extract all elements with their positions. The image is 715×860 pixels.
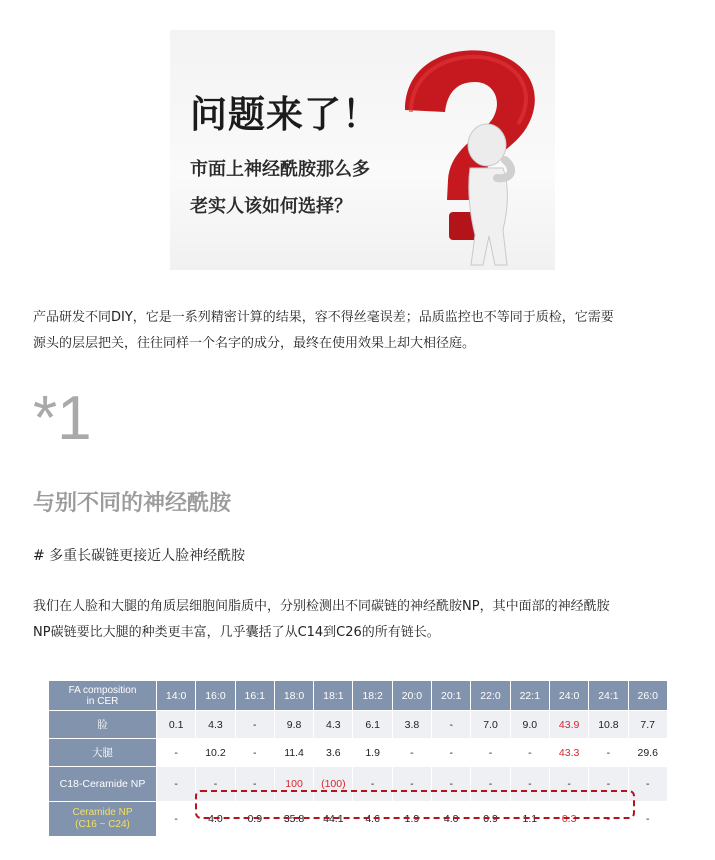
intro-paragraph-line2: 源头的层层把关，往往同样一个名字的成分，最终在使用效果上却大相径庭。 xyxy=(33,336,476,351)
table-cell: 100 xyxy=(274,767,313,802)
table-cell: 43.3 xyxy=(549,739,588,767)
table-cell: - xyxy=(157,767,196,802)
column-header: 26:0 xyxy=(628,681,667,711)
table-cell: 4.0 xyxy=(196,802,235,837)
corner-label-line1: FA composition xyxy=(68,684,137,696)
column-header: 24:0 xyxy=(549,681,588,711)
row-label: C18-Ceramide NP xyxy=(49,767,157,802)
table-cell: (100) xyxy=(314,767,353,802)
table-cell: 3.6 xyxy=(314,739,353,767)
row-label: 脸 xyxy=(49,711,157,739)
column-header: 14:0 xyxy=(157,681,196,711)
table-cell: 1.9 xyxy=(392,802,431,837)
fa-composition-table xyxy=(48,680,667,837)
section-body-line1: 我们在人脸和大腿的角质层细胞间脂质中，分别检测出不同碳链的神经酰胺NP，其中面部的神经酰胺 xyxy=(33,599,610,614)
table-cell: 4.0 xyxy=(432,802,471,837)
table-cell: - xyxy=(235,739,274,767)
section-title: 与别不同的神经酰胺 xyxy=(33,491,232,516)
row-label-line1: Ceramide NP xyxy=(72,807,133,818)
column-header: 18:1 xyxy=(314,681,353,711)
corner-label-line2: in CER xyxy=(86,695,119,707)
table-cell: 3.8 xyxy=(392,711,431,739)
table-cell: 4.3 xyxy=(314,711,353,739)
table-cell: 0.9 xyxy=(235,802,274,837)
column-header: 16:1 xyxy=(235,681,274,711)
table-cell: - xyxy=(392,739,431,767)
table-cell: - xyxy=(471,739,510,767)
table-cell: 29.6 xyxy=(628,739,667,767)
table-cell: 1.9 xyxy=(353,739,392,767)
table-row xyxy=(49,739,668,767)
section-body-line2: NP碳链要比大腿的种类更丰富，几乎囊括了从C14到C26的所有链长。 xyxy=(33,625,440,640)
row-label-line2: (C16 ~ C24) xyxy=(75,819,130,830)
column-header: 16:0 xyxy=(196,681,235,711)
table-cell: - xyxy=(589,739,628,767)
table-cell: 7.0 xyxy=(471,711,510,739)
table-row xyxy=(49,711,668,739)
table-cell: 43.9 xyxy=(549,711,588,739)
table-cell: 0.3 xyxy=(549,802,588,837)
column-header: 24:1 xyxy=(589,681,628,711)
table-cell: 0.9 xyxy=(471,802,510,837)
intro-paragraph-line1: 产品研发不同DIY，它是一系列精密计算的结果，容不得丝毫误差；品质监控也不等同于质检，它需要 xyxy=(33,310,614,325)
table-cell: - xyxy=(510,739,549,767)
table-cell: - xyxy=(235,711,274,739)
table-cell: - xyxy=(157,739,196,767)
table-cell: - xyxy=(432,739,471,767)
table-cell: - xyxy=(432,711,471,739)
table-cell: 9.8 xyxy=(274,711,313,739)
table-cell: - xyxy=(471,767,510,802)
section-subtitle: # 多重长碳链更接近人脸神经酰胺 xyxy=(33,548,246,564)
table-cell: 9.0 xyxy=(510,711,549,739)
table-cell: 35.8 xyxy=(274,802,313,837)
table-cell: 6.1 xyxy=(353,711,392,739)
table-cell: - xyxy=(628,802,667,837)
table-corner-header xyxy=(49,681,157,711)
table-cell: - xyxy=(235,767,274,802)
table-cell: 10.8 xyxy=(589,711,628,739)
table-cell: - xyxy=(510,767,549,802)
section-number: *1 xyxy=(33,384,92,453)
column-header: 18:0 xyxy=(274,681,313,711)
table-cell: - xyxy=(196,767,235,802)
column-header: 18:2 xyxy=(353,681,392,711)
table-cell: - xyxy=(157,802,196,837)
table-cell: - xyxy=(392,767,431,802)
column-header: 20:0 xyxy=(392,681,431,711)
hero-title: 问题来了！ xyxy=(190,93,380,136)
hero-subtitle-line2: 老实人该如何选择？ xyxy=(190,196,352,217)
highlight-dashed-box xyxy=(195,790,635,819)
table-cell: 4.3 xyxy=(196,711,235,739)
table-cell: - xyxy=(589,802,628,837)
hero-subtitle-line1: 市面上神经酰胺那么多 xyxy=(190,159,370,180)
column-header: 22:0 xyxy=(471,681,510,711)
column-header: 22:1 xyxy=(510,681,549,711)
table-cell: - xyxy=(628,767,667,802)
table-cell: - xyxy=(549,767,588,802)
column-header: 20:1 xyxy=(432,681,471,711)
table-cell: 44.1 xyxy=(314,802,353,837)
table-cell: 10.2 xyxy=(196,739,235,767)
table-header-row xyxy=(49,681,668,711)
table-cell: 11.4 xyxy=(274,739,313,767)
table-cell: - xyxy=(589,767,628,802)
hero-image xyxy=(170,30,555,270)
row-label xyxy=(49,802,157,837)
table-cell: 4.6 xyxy=(353,802,392,837)
table-cell: 0.1 xyxy=(157,711,196,739)
table-cell: 1.1 xyxy=(510,802,549,837)
table-cell: 7.7 xyxy=(628,711,667,739)
question-mark-figure-icon xyxy=(375,40,555,270)
table-cell: - xyxy=(432,767,471,802)
table-cell: - xyxy=(353,767,392,802)
row-label: 大腿 xyxy=(49,739,157,767)
